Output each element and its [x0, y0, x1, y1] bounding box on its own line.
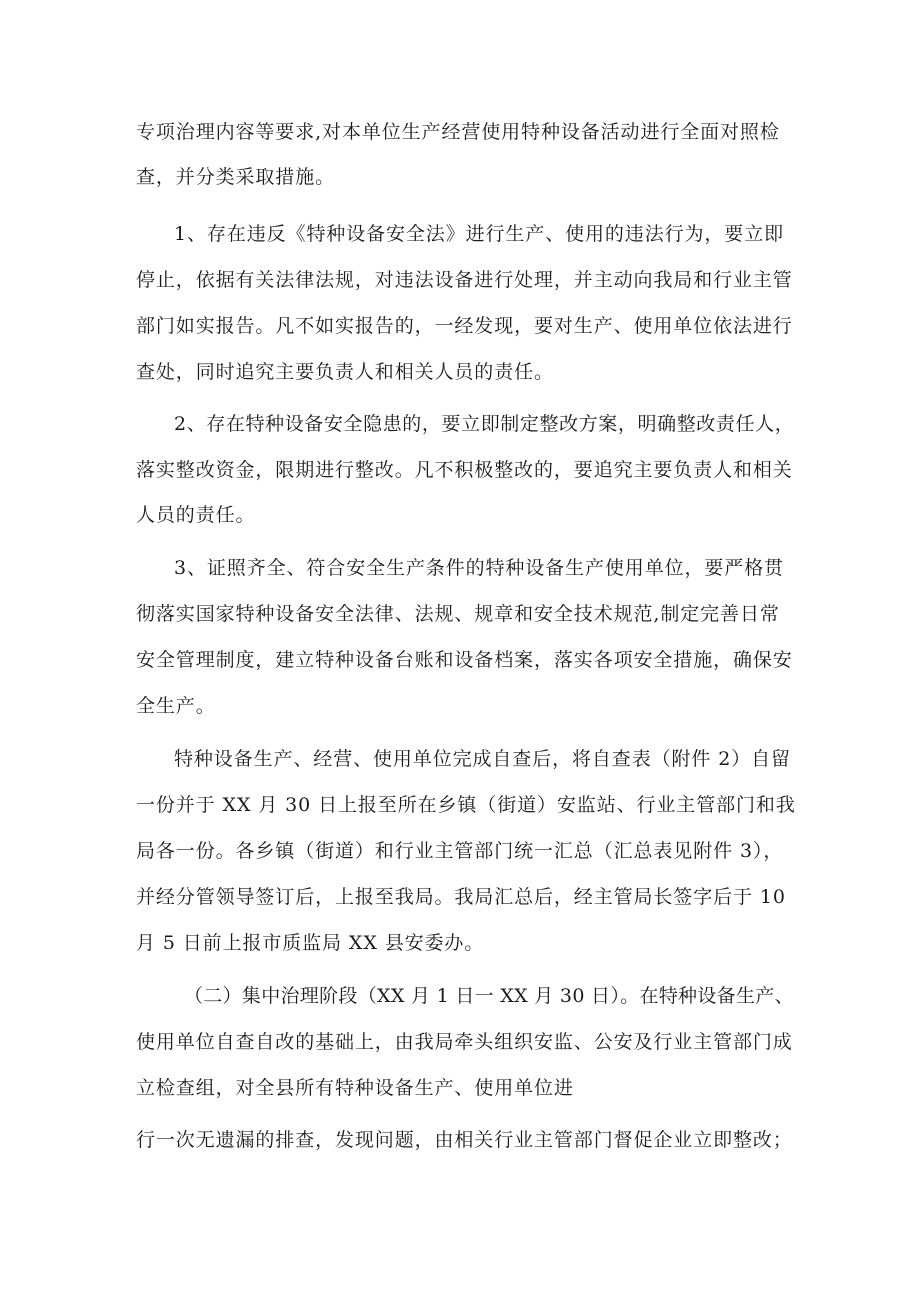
- text-line: 局各一份。各乡镇（街道）和行业主管部门统一汇总（汇总表见附件 3），: [136, 840, 784, 862]
- text-line: 人员的责任。: [136, 504, 256, 526]
- text-line: 全生产。: [136, 695, 216, 717]
- text-line: 彻落实国家特种设备安全法律、法规、规章和安全技术规范,制定完善日常: [136, 603, 780, 625]
- text-line: 立检查组，对全县所有特种设备生产、使用单位进: [136, 1077, 574, 1099]
- text-line: 安全管理制度，建立特种设备台账和设备档案，落实各项安全措施，确保安: [136, 649, 793, 671]
- text-line: 3、证照齐全、符合安全生产条件的特种设备生产使用单位，要严格贯: [174, 557, 784, 579]
- text-line: 行一次无遗漏的排查，发现问题，由相关行业主管部门督促企业立即整改；: [136, 1129, 793, 1151]
- text-line: 查处，同时追究主要负责人和相关人员的责任。: [136, 361, 554, 383]
- text-line: 特种设备生产、经营、使用单位完成自查后，将自查表（附件 2）自留: [174, 748, 791, 770]
- text-line: 月 5 日前上报市质监局 XX 县安委办。: [136, 932, 485, 954]
- text-line: 部门如实报告。凡不如实报告的，一经发现，要对生产、使用单位依法进行: [136, 315, 793, 337]
- text-line: 专项治理内容等要求,对本单位生产经营使用特种设备活动进行全面对照检: [136, 121, 780, 143]
- text-line: 2、存在特种设备安全隐患的，要立即制定整改方案，明确整改责任人，: [174, 413, 795, 435]
- text-line: 并经分管领导签订后，上报至我局。我局汇总后，经主管局长签字后于 10: [136, 886, 786, 908]
- text-line: （二）集中治理阶段（XX 月 1 日一 XX 月 30 日）。在特种设备生产、: [184, 985, 794, 1007]
- text-line: 落实整改资金，限期进行整改。凡不积极整改的，要追究主要负责人和相关: [136, 459, 793, 481]
- text-line: 停止，依据有关法律法规，对违法设备进行处理，并主动向我局和行业主管: [136, 269, 793, 291]
- text-line: 使用单位自查自改的基础上，由我局牵头组织安监、公安及行业主管部门成: [136, 1031, 793, 1053]
- text-line: 1、存在违反《特种设备安全法》进行生产、使用的违法行为，要立即: [174, 223, 784, 245]
- text-line: 查，并分类采取措施。: [136, 166, 336, 188]
- text-line: 一份并于 XX 月 30 日上报至所在乡镇（街道）安监站、行业主管部门和我: [136, 794, 796, 816]
